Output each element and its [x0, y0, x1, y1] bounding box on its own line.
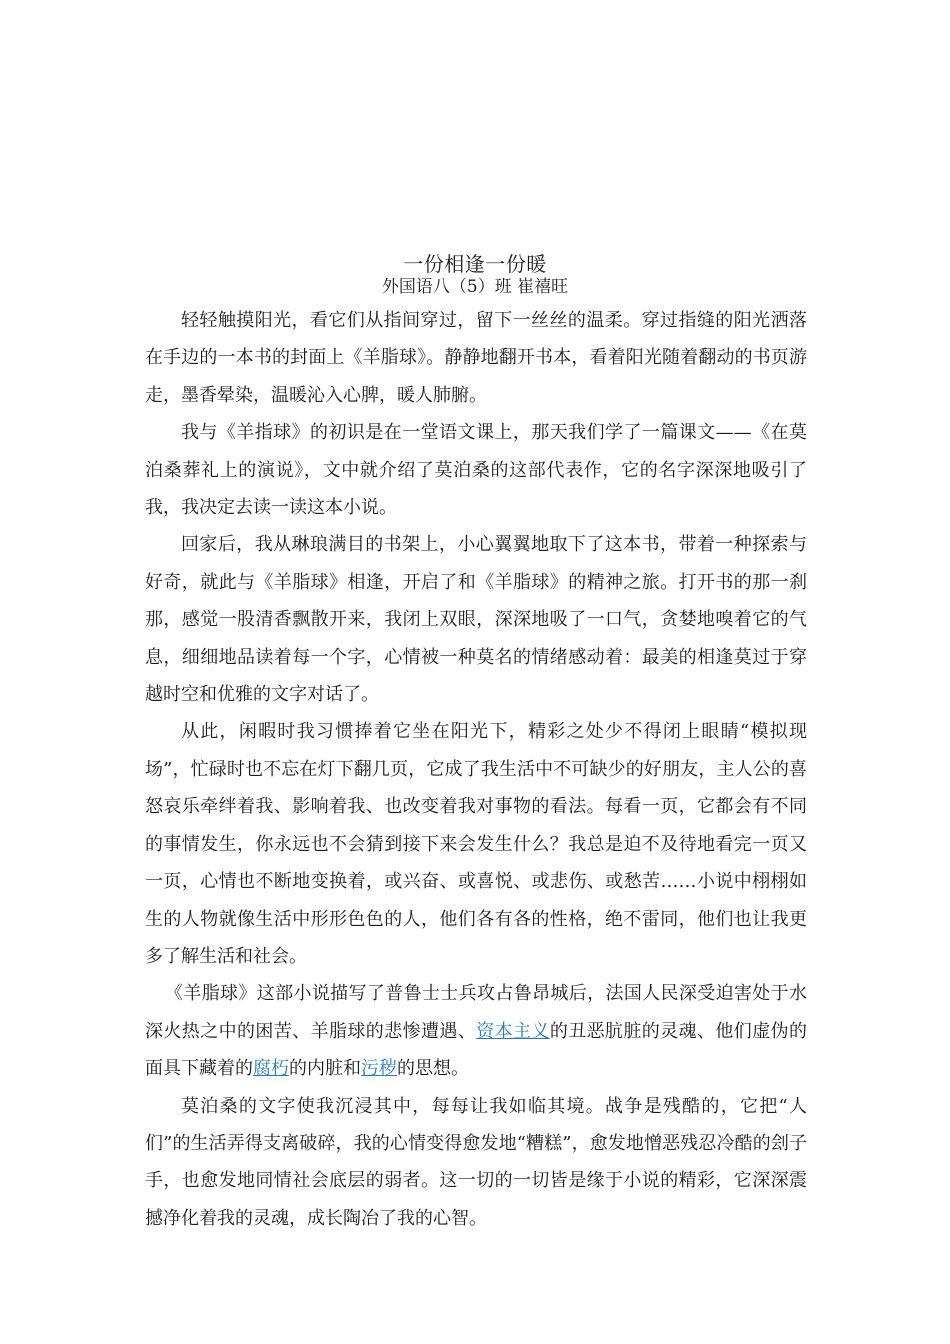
paragraph-5-text-1: 《羊脂球》这部小说描写了普鲁士士兵攻占鲁昂城后，法国人民深受迫害处于水深火热之中的困苦、羊脂球的悲惨遭遇、 — [145, 983, 807, 1042]
paragraph-5 — [145, 975, 807, 1087]
link-capitalism[interactable]: 资本主义 — [476, 1020, 550, 1042]
paragraph-3: 回家后，我从琳琅满目的书架上，小心翼翼地取下了这本书，带着一种探索与好奇，就此与《羊脂球》相逢，开启了和《羊脂球》的精神之旅。打开书的那一刹那，感觉一股清香飘散开来，我闭上双眼，深深地吸了一口气，贪婪地嗅着它的气息，细细地品读着每一个字，心情被一种莫名的情绪感动着：最美的相逢莫过于穿越时空和优雅的文字对话了。 — [145, 534, 807, 706]
paragraph-5-text-2: 的丑恶肮脏的灵魂、他们虚伪的面具下藏着的 — [145, 1020, 808, 1080]
author-line: 外国语八（5）班 崔禧旺 — [381, 277, 569, 297]
paragraph-4: 从此，闲暇时我习惯捧着它坐在阳光下，精彩之处少不得闭上眼睛“模拟现场”，忙碌时也不忘在灯下翻几页，它成了我生活中不可缺少的好朋友，主人公的喜怒哀乐牵绊着我、影响着我、也改变着我对事物的看法。每看一页，它都会有不同的事情发生，你永远也不会猜到接下来会发生什么？我总是迫不及待地看完一页又一页，心情也不断地变换着，或兴奋、或喜悦、或悲伤、或愁苦……小说中栩栩如生的人物就像生活中形形色色的人，他们各有各的性格，绝不雷同，他们也让我更多了解生活和社会。 — [145, 721, 807, 967]
paragraph-5-text-3: 的内脏和 — [289, 1058, 361, 1080]
paragraph-5-text-4: 的思想。 — [397, 1058, 469, 1080]
paragraph-6: 莫泊桑的文字使我沉浸其中，每每让我如临其境。战争是残酷的，它把“人们”的生活弄得支离破碎，我的心情变得愈发地“糟糕”，愈发地憎恶残忍冷酷的刽子手，也愈发地同情社会底层的弱者。这一切的一切皆是缘于小说的精彩，它深深震撼净化着我的灵魂，成长陶冶了我的心智。 — [145, 1095, 807, 1229]
document-title: 一份相逢一份暖 — [403, 252, 547, 276]
link-decadent[interactable]: 腐朽 — [253, 1058, 289, 1080]
link-filthy[interactable]: 污秽 — [361, 1058, 397, 1080]
essay-body — [145, 302, 807, 1237]
paragraph-2: 我与《羊指球》的初识是在一堂语文课上，那天我们学了一篇课文——《在莫泊桑葬礼上的演说》，文中就介绍了莫泊桑的这部代表作，它的名字深深地吸引了我，我决定去读一读这本小说。 — [145, 422, 807, 519]
paragraph-1: 轻轻触摸阳光，看它们从指间穿过，留下一丝丝的温柔。穿过指缝的阳光洒落在手边的一本书的封面上《羊脂球》。静静地翻开书本，看着阳光随着翻动的书页游走，墨香晕染，温暖沁入心脾，暖人肺腑。 — [145, 310, 807, 406]
